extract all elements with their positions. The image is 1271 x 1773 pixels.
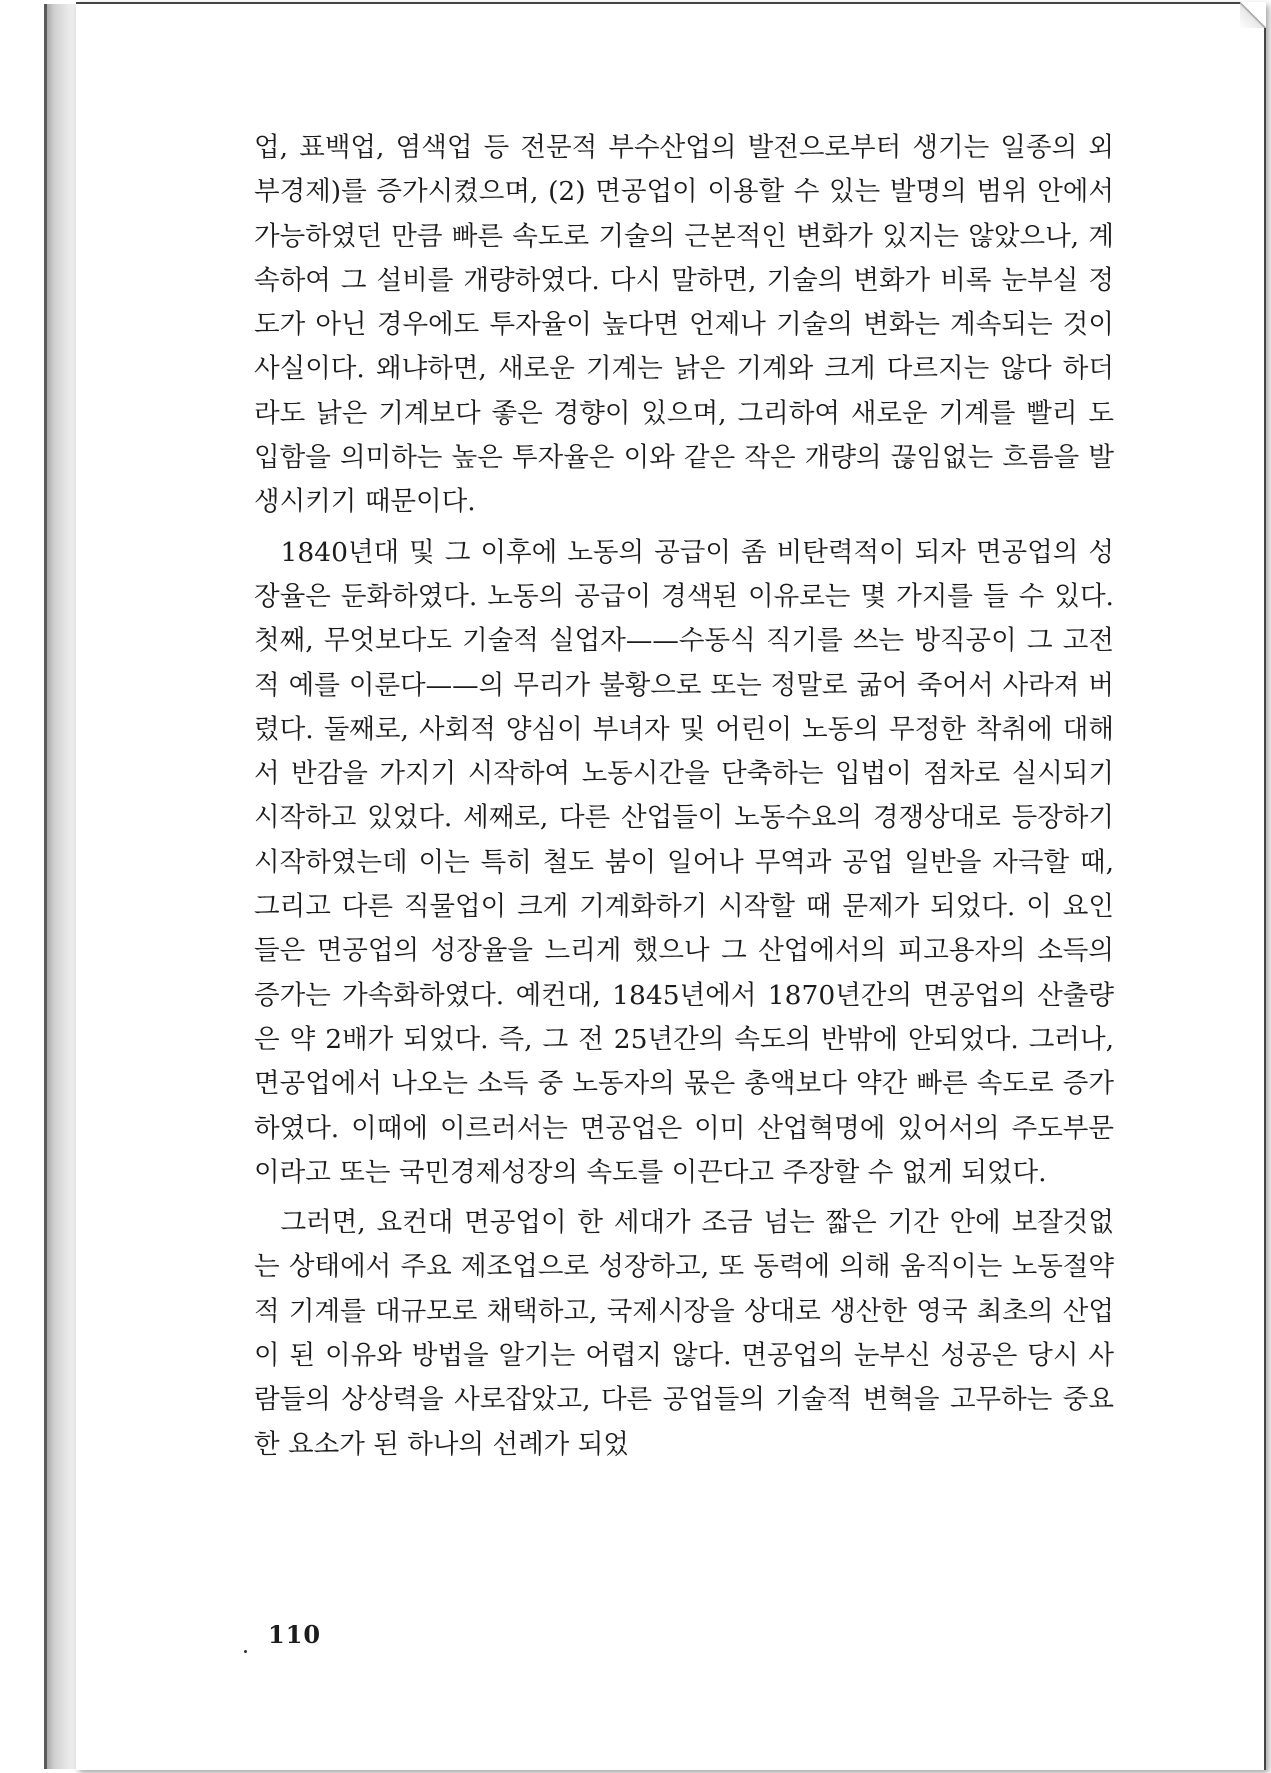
- scan-speck: [244, 1650, 247, 1653]
- page-number: 110: [268, 1620, 322, 1649]
- paragraph-1: 업, 표백업, 염색업 등 전문적 부수산업의 발전으로부터 생기는 일종의 외부경제)를 증가시켰으며, (2) 면공업이 이용할 수 있는 발명의 범위 안에서 가능하였던 만큼 빠른 속도로 기술의 근본적인 변화가 있지는 않았으나, 계속하여 그 설비를 개량하였다. 다시 말하면, 기술의 변화가 비록 눈부실 정도가 아닌 경우에도 투자율이 높다면 언제나 기술의 변화는 계속되는 것이 사실이다. 왜냐하면, 새로운 기계는 낡은 기계와 크게 다르지는 않다 하더라도 낡은 기계보다 좋은 경향이 있으며, 그리하여 새로운 기계를 빨리 도입함을 의미하는 높은 투자율은 이와 같은 작은 개량의 끊임없는 흐름을 발생시키기 때문이다.: [254, 132, 1114, 518]
- page-body: [254, 126, 1114, 1467]
- paragraph-3: 그러면, 요컨대 면공업이 한 세대가 조금 넘는 짧은 기간 안에 보잘것없는 상태에서 주요 제조업으로 성장하고, 또 동력에 의해 움직이는 노동절약적 기계를 대규모로 채택하고, 국제시장을 상대로 생산한 영국 최초의 산업이 된 이유와 방법을 알기는 어렵지 않다. 면공업의 눈부신 성공은 당시 사람들의 상상력을 사로잡았고, 다른 공업들의 기술적 변혁을 고무하는 중요한 요소가 된 하나의 선례가 되었: [254, 1207, 1114, 1460]
- page-corner-fold: [1240, 2, 1266, 28]
- paragraph-2: 1840년대 및 그 이후에 노동의 공급이 좀 비탄력적이 되자 면공업의 성장율은 둔화하였다. 노동의 공급이 경색된 이유로는 몇 가지를 들 수 있다. 첫째, 무엇보다도 기술적 실업자——수동식 직기를 쓰는 방직공이 그 고전적 예를 이룬다——의 무리가 불황으로 또는 정말로 굶어 죽어서 사라져 버렸다. 둘째로, 사회적 양심이 부녀자 및 어린이 노동의 무정한 착취에 대해서 반감을 가지기 시작하여 노동시간을 단축하는 입법이 점차로 실시되기 시작하고 있었다. 세째로, 다른 산업들이 노동수요의 경쟁상대로 등장하기 시작하였는데 이는 특히 철도 붐이 일어나 무역과 공업 일반을 자극할 때, 그리고 다른 직물업이 크게 기계화하기 시작할 때 문제가 되었다. 이 요인들은 면공업의 성장율을 느리게 했으나 그 산업에서의 피고용자의 소득의 증가는 가속화하였다. 예컨대, 1845년에서 1870년간의 면공업의 산출량은 약 2배가 되었다. 즉, 그 전 25년간의 속도의 반밖에 안되었다. 그러나, 면공업에서 나오는 소득 중 노동자의 몫은 총액보다 약간 빠른 속도로 증가하였다. 이때에 이르러서는 면공업은 이미 산업혁명에 있어서의 주도부문이라고 또는 국민경제성장의 속도를 이끈다고 주장할 수 없게 되었다.: [254, 536, 1114, 1188]
- page-stack-line: [44, 4, 47, 1769]
